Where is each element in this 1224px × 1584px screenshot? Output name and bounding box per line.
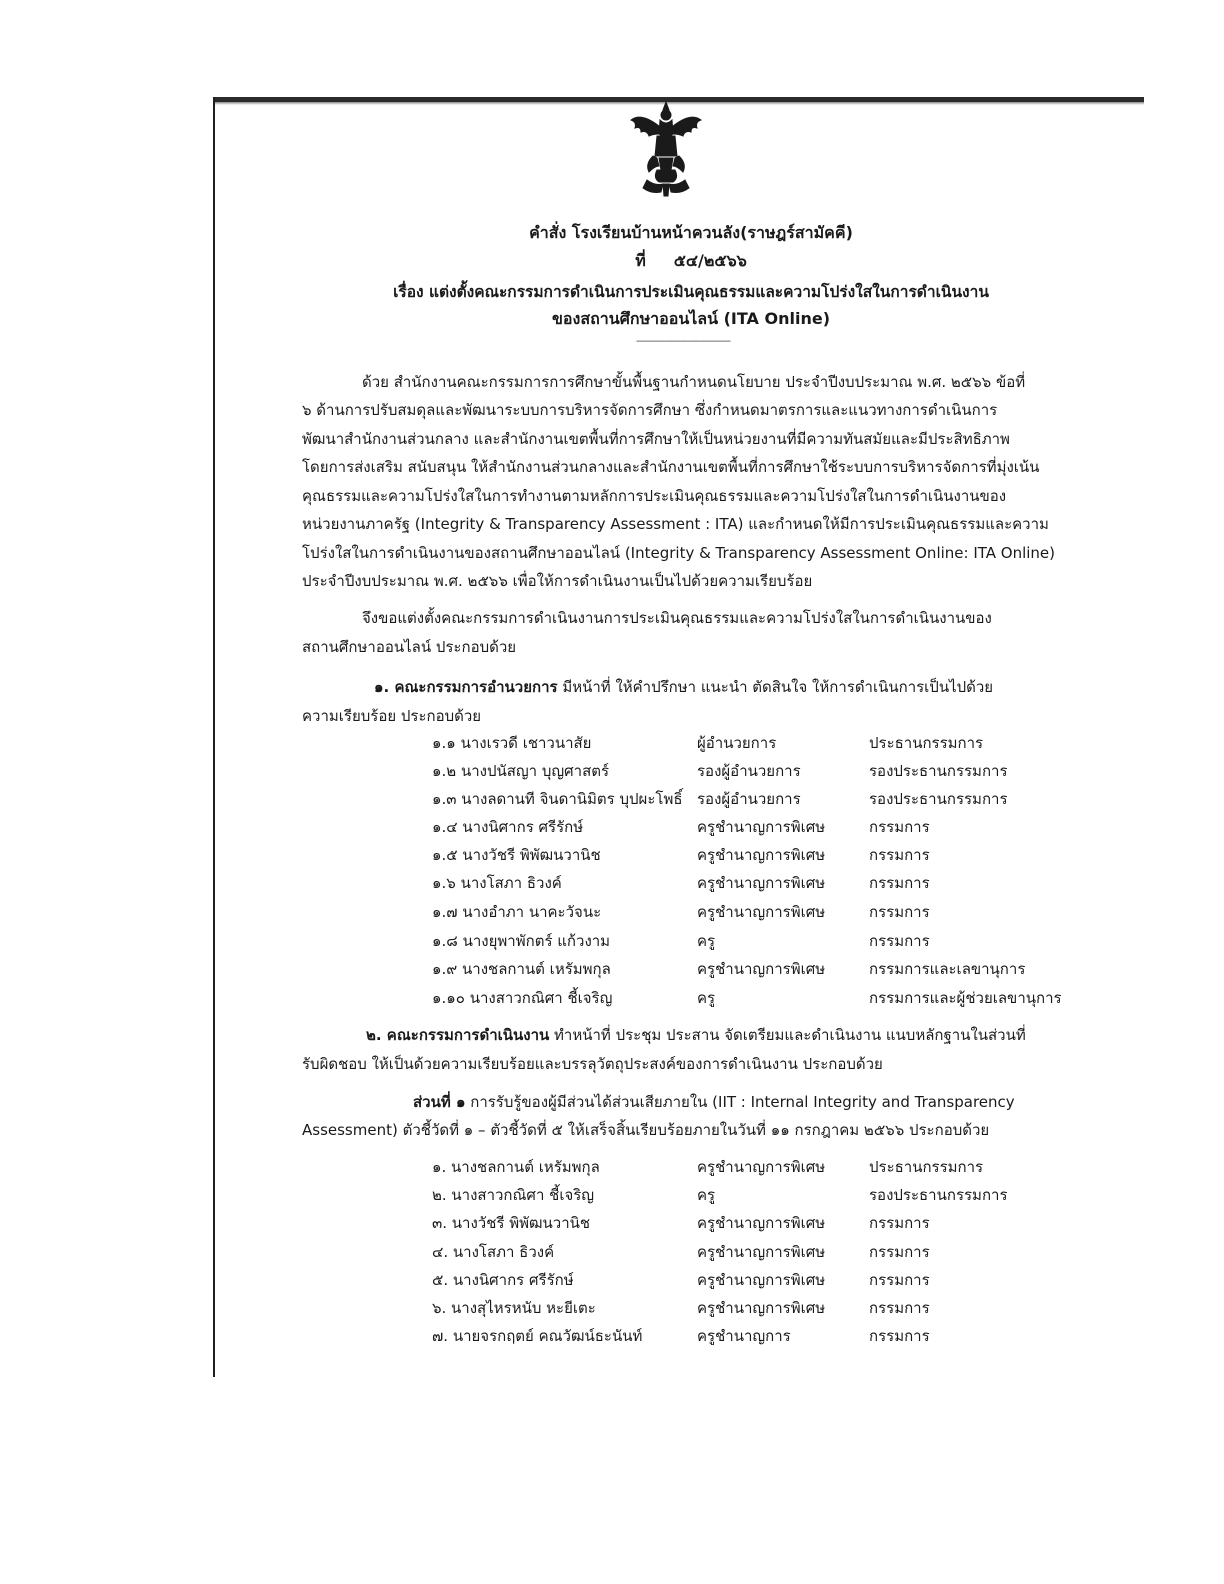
intro-line: โปร่งใสในการดำเนินงานของสถานศึกษาออนไลน์ (Integrity & Transparency Assessment Online: ITA Online) — [302, 544, 1056, 562]
member-role: กรรมการและเลขานุการ — [869, 960, 1026, 978]
member-name: ๗. นายจรกฤตย์ คณวัฒน์ธะนันท์ — [432, 1327, 643, 1345]
section1-title: ๑. คณะกรรมการอำนวยการ — [374, 678, 558, 696]
intro-line: ด้วย สำนักงานคณะกรรมการการศึกษาขั้นพื้นฐานกำหนดนโยบาย ประจำปีงบประมาณ พ.ศ. ๒๕๖๖ ข้อที่ — [362, 373, 1026, 391]
appoint-line: จึงขอแต่งตั้งคณะกรรมการดำเนินงานการประเมินคุณธรรมและความโปร่งใสในการดำเนินงานของ — [362, 609, 992, 627]
member-role: กรรมการ — [869, 1271, 930, 1289]
section2-desc: ทำหน้าที่ ประชุม ประสาน จัดเตรียมและดำเนินงาน แนบหลักฐานในส่วนที่ — [549, 1026, 1026, 1044]
member-name: ๑.๑ นางเรวดี เชาวนาสัย — [432, 734, 592, 752]
intro-line: พัฒนาสำนักงานส่วนกลาง และสำนักงานเขตพื้นที่การศึกษาให้เป็นหน่วยงานที่มีความทันสมัยและมีประสิทธิภาพ — [302, 430, 1010, 448]
member-position: ครู — [697, 932, 716, 950]
member-name: ๑.๓ นางลดานที จินดานิมิตร บุปผะโพธิ์ — [432, 790, 683, 808]
member-position: ครู — [697, 1186, 716, 1204]
table-row — [0, 1296, 1224, 1320]
intro-line: คุณธรรมและความโปร่งใสในการทำงานตามหลักการประเมินคุณธรรมและความโปร่งใสในการดำเนินงานของ — [302, 487, 1007, 505]
order-heading: คำสั่ง โรงเรียนบ้านหน้าควนลัง(ราษฎร์สามัคคี) — [529, 223, 853, 242]
member-name: ๑.๗ นางอำภา นาคะวัจนะ — [432, 903, 602, 921]
member-role: กรรมการและผู้ช่วยเลขานุการ — [869, 989, 1062, 1007]
garuda-emblem-icon — [627, 100, 705, 198]
table-row — [0, 871, 1224, 895]
intro-line: ประจำปีงบประมาณ พ.ศ. ๒๕๖๖ เพื่อให้การดำเนินงานเป็นไปด้วยความเรียบร้อย — [302, 572, 813, 590]
member-position: ครูชำนาญการ — [697, 1327, 791, 1345]
member-role: กรรมการ — [869, 1243, 930, 1261]
member-name: ๑.๘ นางยุพาพักตร์ แก้วงาม — [432, 932, 611, 950]
member-role: ประธานกรรมการ — [869, 1158, 984, 1176]
member-role: กรรมการ — [869, 903, 930, 921]
intro-line: ๖ ด้านการปรับสมดุลและพัฒนาระบบการบริหารจัดการศึกษา ซึ่งกำหนดมาตรการและแนวทางการดำเนินการ — [302, 401, 998, 419]
member-position: ครูชำนาญการพิเศษ — [697, 1299, 826, 1317]
member-name: ๖. นางสุไหรหนับ หะยีเตะ — [432, 1299, 596, 1317]
table-row — [0, 1268, 1224, 1292]
table-row — [0, 843, 1224, 867]
member-position: ผู้อำนวยการ — [697, 734, 777, 752]
order-number-label: ที่ — [635, 251, 646, 270]
member-role: กรรมการ — [869, 1214, 930, 1232]
member-name: ๔. นางโสภา ธิวงค์ — [432, 1243, 555, 1261]
member-position: ครูชำนาญการพิเศษ — [697, 1158, 826, 1176]
table-row — [0, 986, 1224, 1010]
part1-desc: การรับรู้ของผู้มีส่วนได้ส่วนเสียภายใน (IIT : Internal Integrity and Transparency — [465, 1093, 1015, 1111]
member-name: ๑.๒ นางปนัสญา บุญศาสตร์ — [432, 762, 610, 780]
member-name: ๑.๖ นางโสภา ธิวงค์ — [432, 874, 562, 892]
member-position: ครูชำนาญการพิเศษ — [697, 960, 826, 978]
member-role: กรรมการ — [869, 874, 930, 892]
part1-title: ส่วนที่ ๑ — [413, 1093, 466, 1111]
order-number: ๕๔/๒๕๖๖ — [673, 251, 747, 270]
member-position: รองผู้อำนวยการ — [697, 790, 801, 808]
order-number-line — [300, 249, 1082, 274]
member-name: ๒. นางสาวกณิศา ชี้เจริญ — [432, 1186, 595, 1204]
member-position: ครูชำนาญการพิเศษ — [697, 846, 826, 864]
table-row — [0, 1183, 1224, 1207]
member-role: ประธานกรรมการ — [869, 734, 984, 752]
member-position: ครูชำนาญการพิเศษ — [697, 903, 826, 921]
intro-line: หน่วยงานภาครัฐ (Integrity & Transparency Assessment : ITA) และกำหนดให้มีการประเมินคุณธรรมและความ — [302, 515, 1049, 533]
appoint-line: สถานศึกษาออนไลน์ ประกอบด้วย — [302, 638, 517, 656]
header-divider: ------------------------------------ — [636, 336, 730, 347]
section2-heading — [366, 1023, 1026, 1047]
member-position: ครูชำนาญการพิเศษ — [697, 818, 826, 836]
section1-desc: มีหน้าที่ ให้คำปรึกษา แนะนำ ตัดสินใจ ให้การดำเนินการเป็นไปด้วย — [557, 678, 994, 696]
member-role: กรรมการ — [869, 818, 930, 836]
member-name: ๑.๑๐ นางสาวกณิศา ชี้เจริญ — [432, 989, 613, 1007]
subject-line-2: ของสถานศึกษาออนไลน์ (ITA Online) — [551, 309, 831, 328]
member-role: กรรมการ — [869, 1299, 930, 1317]
member-name: ๑.๕ นางวัชรี พิพัฒนวานิช — [432, 846, 601, 864]
table-row — [0, 900, 1224, 924]
member-position: ครูชำนาญการพิเศษ — [697, 1243, 826, 1261]
member-name: ๑.๙ นางชลกานต์ เหรัมพกุล — [432, 960, 611, 978]
member-position: ครูชำนาญการพิเศษ — [697, 874, 826, 892]
member-role: กรรมการ — [869, 1327, 930, 1345]
member-role: รองประธานกรรมการ — [869, 790, 1008, 808]
member-role: รองประธานกรรมการ — [869, 1186, 1008, 1204]
member-role: กรรมการ — [869, 846, 930, 864]
member-name: ๕. นางนิศากร ศรีรักษ์ — [432, 1271, 574, 1289]
part1-heading — [413, 1090, 1015, 1114]
table-row — [0, 1155, 1224, 1179]
member-name: ๑.๔ นางนิศากร ศรีรักษ์ — [432, 818, 584, 836]
section2-title: ๒. คณะกรรมการดำเนินงาน — [366, 1026, 550, 1044]
member-position: ครู — [697, 989, 716, 1007]
member-role: รองประธานกรรมการ — [869, 762, 1008, 780]
table-row — [0, 957, 1224, 981]
section1-heading — [374, 675, 993, 699]
table-row — [0, 1211, 1224, 1235]
section2-desc2: รับผิดชอบ ให้เป็นด้วยความเรียบร้อยและบรรลุวัตถุประสงค์ของการดำเนินงาน ประกอบด้วย — [302, 1055, 883, 1073]
table-row — [0, 929, 1224, 953]
part1-desc2: Assessment) ตัวชี้วัดที่ ๑ – ตัวชี้วัดที่ ๕ ให้เสร็จสิ้นเรียบร้อยภายในวันที่ ๑๑ กรกฎาคม ๒๕๖๖ ประกอบด้วย — [302, 1121, 990, 1139]
section1-desc2: ความเรียบร้อย ประกอบด้วย — [302, 707, 482, 725]
member-position: ครูชำนาญการพิเศษ — [697, 1271, 826, 1289]
table-row — [0, 815, 1224, 839]
member-position: ครูชำนาญการพิเศษ — [697, 1214, 826, 1232]
table-row — [0, 1324, 1224, 1348]
member-name: ๑. นางชลกานต์ เหรัมพกุล — [432, 1158, 600, 1176]
table-row — [0, 787, 1224, 811]
member-role: กรรมการ — [869, 932, 930, 950]
intro-line: โดยการส่งเสริม สนับสนุน ให้สำนักงานส่วนกลางและสำนักงานเขตพื้นที่การศึกษาใช้ระบบการบริหารจัดการที่มุ่งเน้น — [302, 458, 1040, 476]
subject-line-1: เรื่อง แต่งตั้งคณะกรรมการดำเนินการประเมินคุณธรรมและความโปร่งใสในการดำเนินงาน — [393, 283, 989, 301]
member-name: ๓. นางวัชรี พิพัฒนวานิช — [432, 1214, 591, 1232]
table-row — [0, 731, 1224, 755]
member-position: รองผู้อำนวยการ — [697, 762, 801, 780]
table-row — [0, 759, 1224, 783]
table-row — [0, 1240, 1224, 1264]
